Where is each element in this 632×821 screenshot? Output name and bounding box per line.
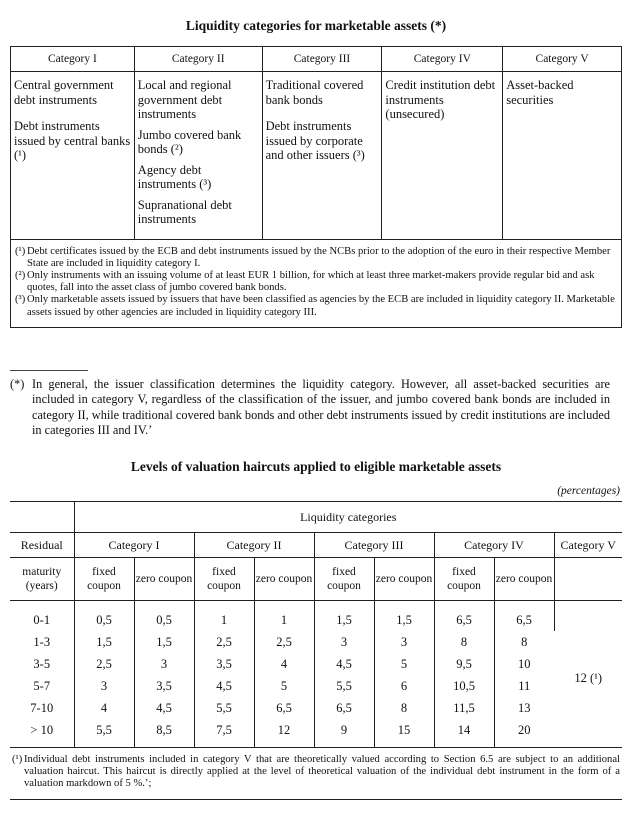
haircut-cell: 10 bbox=[518, 656, 531, 671]
haircut-cell: 15 bbox=[374, 719, 434, 748]
table-footnotes bbox=[11, 239, 622, 327]
haircut-cell: 5,5 bbox=[194, 697, 254, 719]
footnote-separator bbox=[10, 370, 88, 371]
haircut-cell: 5,5 bbox=[74, 719, 134, 748]
category-1-cell bbox=[11, 72, 135, 240]
haircut-cell: 4,5 bbox=[314, 653, 374, 675]
general-note-mark: (*) bbox=[10, 377, 25, 391]
asset-type: Jumbo covered bank bonds (²) bbox=[137, 127, 242, 156]
category-4-cell bbox=[382, 72, 503, 240]
footnote: (³) Only marketable assets issued by issuers that have been classified as agencies by the ECB are included in liquidity category II. Marketable assets issued by other agencies are included in liquidity category III. bbox=[15, 294, 615, 318]
category-header: Category II bbox=[194, 533, 314, 558]
haircut-cell: 7,5 bbox=[194, 719, 254, 748]
category-header: Category V bbox=[503, 47, 622, 72]
group-header: Liquidity categories bbox=[74, 502, 622, 533]
category-5-haircut: 12 (¹) bbox=[574, 670, 603, 685]
table-row bbox=[10, 653, 622, 675]
general-note bbox=[10, 377, 610, 438]
haircut-cell: 6,5 bbox=[494, 601, 554, 632]
haircut-cell: 3 bbox=[134, 653, 194, 675]
haircut-cell: 10,5 bbox=[434, 675, 494, 697]
haircut-cell: 0,5 bbox=[134, 601, 194, 632]
fixed-coupon-header: fixed coupon bbox=[314, 558, 374, 601]
category-header: Category IV bbox=[382, 47, 503, 72]
haircut-cell: 13 bbox=[518, 700, 531, 715]
haircut-cell: 1 bbox=[254, 601, 314, 632]
haircut-table bbox=[10, 501, 622, 800]
haircut-cell: 1,5 bbox=[374, 601, 434, 632]
category-header: Category I bbox=[74, 533, 194, 558]
asset-type: Credit institution debt instruments (unsecured) bbox=[385, 78, 496, 121]
haircut-cell: 9 bbox=[314, 719, 374, 748]
asset-type: Traditional covered bank bonds bbox=[265, 78, 364, 107]
asset-type: Asset-backed securities bbox=[506, 78, 574, 107]
category-header: Category IV bbox=[434, 533, 554, 558]
haircut-cell: 14 bbox=[434, 719, 494, 748]
haircut-cell: 4 bbox=[74, 697, 134, 719]
maturity-cell: 1-3 bbox=[10, 631, 74, 653]
haircut-cell: 2,5 bbox=[74, 653, 134, 675]
zero-coupon-header: zero coupon bbox=[374, 558, 434, 601]
haircut-cell: 9,5 bbox=[434, 653, 494, 675]
footnote: (²) Only instruments with an issuing volume of at least EUR 1 billion, for which at least three market-makers provide regular bid and ask quotes, fall into the asset class of jumbo covered bank bonds. bbox=[15, 269, 595, 294]
residual-header: Residual bbox=[10, 533, 74, 558]
asset-type: Debt instruments issued by corporate and other issuers (³) bbox=[265, 119, 365, 162]
haircut-cell: 3,5 bbox=[134, 675, 194, 697]
maturity-cell: 3-5 bbox=[10, 653, 74, 675]
category-header: Category I bbox=[11, 47, 135, 72]
table-row bbox=[10, 675, 622, 697]
maturity-cell: 0-1 bbox=[10, 601, 74, 632]
haircut-cell: 3 bbox=[74, 675, 134, 697]
zero-coupon-header: zero coupon bbox=[494, 558, 554, 601]
haircut-cell: 1,5 bbox=[74, 631, 134, 653]
category-header: Category II bbox=[134, 47, 262, 72]
haircut-cell: 3,5 bbox=[194, 653, 254, 675]
haircut-table-title: Levels of valuation haircuts applied to eligible marketable assets bbox=[130, 459, 502, 474]
haircut-cell: 11 bbox=[518, 678, 531, 693]
fixed-coupon-header: fixed coupon bbox=[194, 558, 254, 601]
haircut-cell: 3 bbox=[374, 631, 434, 653]
haircut-cell: 11,5 bbox=[434, 697, 494, 719]
haircut-cell: 3 bbox=[314, 631, 374, 653]
asset-type: Agency debt instruments (³) bbox=[137, 162, 212, 191]
fixed-coupon-header: fixed coupon bbox=[74, 558, 134, 601]
haircut-cell: 6,5 bbox=[314, 697, 374, 719]
haircut-cell: 4,5 bbox=[194, 675, 254, 697]
haircut-cell: 6,5 bbox=[434, 601, 494, 632]
liquidity-categories-table bbox=[10, 46, 622, 328]
haircut-footnote: (¹) Individual debt instruments included in category V that are theoretically valued according to Section 6.5 are subject to an additional valuation haircut. This haircut is directly applied at the level of theoretical valuation of the individual debt instrument in the form of a valuation markdown of 5 %.’; bbox=[10, 748, 622, 800]
haircut-cell: 0,5 bbox=[74, 601, 134, 632]
asset-type: Local and regional government debt instruments bbox=[137, 78, 232, 121]
maturity-cell: 5-7 bbox=[10, 675, 74, 697]
table-row bbox=[10, 631, 622, 653]
haircut-cell: 5 bbox=[254, 675, 314, 697]
table-row bbox=[10, 719, 622, 748]
haircut-cell: 1,5 bbox=[134, 631, 194, 653]
category-header: Category III bbox=[314, 533, 434, 558]
zero-coupon-header: zero coupon bbox=[254, 558, 314, 601]
unit-label: (percentages) bbox=[557, 485, 620, 497]
general-note-text: In general, the issuer classification determines the liquidity category. However, all asset-backed securities are included in category V, regardless of the classification of the issuer, and jumbo covered bank bonds are included in category II, while traditional covered bank bonds and other debt instruments issued by credit institutions are included in categories III and IV.’ bbox=[32, 377, 610, 437]
asset-type: Debt instruments issued by central banks (¹) bbox=[14, 119, 131, 162]
table-row bbox=[10, 697, 622, 719]
haircut-cell: 4,5 bbox=[134, 697, 194, 719]
haircut-cell: 2,5 bbox=[254, 631, 314, 653]
liquidity-table-title: Liquidity categories for marketable assets (*) bbox=[185, 18, 447, 33]
haircut-cell: 2,5 bbox=[194, 631, 254, 653]
haircut-cell: 4 bbox=[254, 653, 314, 675]
maturity-cell: > 10 bbox=[10, 719, 74, 748]
zero-coupon-header: zero coupon bbox=[134, 558, 194, 601]
asset-type: Supranational debt instruments bbox=[137, 197, 232, 226]
haircut-cell: 6 bbox=[374, 675, 434, 697]
category-header: Category III bbox=[262, 47, 382, 72]
haircut-cell: 1 bbox=[194, 601, 254, 632]
haircut-cell: 5,5 bbox=[314, 675, 374, 697]
category-3-cell bbox=[262, 72, 382, 240]
maturity-header: maturity (years) bbox=[10, 558, 74, 601]
haircut-cell: 8 bbox=[434, 631, 494, 653]
category-5-cell bbox=[503, 72, 622, 240]
haircut-cell: 20 bbox=[518, 722, 531, 737]
haircut-cell: 8 bbox=[521, 634, 528, 649]
haircut-cell: 5 bbox=[374, 653, 434, 675]
haircut-cell: 8,5 bbox=[134, 719, 194, 748]
asset-type: Central government debt instruments bbox=[14, 78, 114, 107]
haircut-cell: 12 bbox=[254, 719, 314, 748]
category-2-cell bbox=[134, 72, 262, 240]
category-header: Category V bbox=[554, 533, 622, 558]
fixed-coupon-header: fixed coupon bbox=[434, 558, 494, 601]
table-row bbox=[10, 601, 622, 632]
maturity-cell: 7-10 bbox=[10, 697, 74, 719]
haircut-cell: 1,5 bbox=[314, 601, 374, 632]
haircut-cell: 6,5 bbox=[254, 697, 314, 719]
haircut-cell: 8 bbox=[374, 697, 434, 719]
footnote: (¹) Debt certificates issued by the ECB and debt instruments issued by the NCBs prior to the adoption of the euro in their respective Member State are included in liquidity category I. bbox=[15, 245, 611, 269]
